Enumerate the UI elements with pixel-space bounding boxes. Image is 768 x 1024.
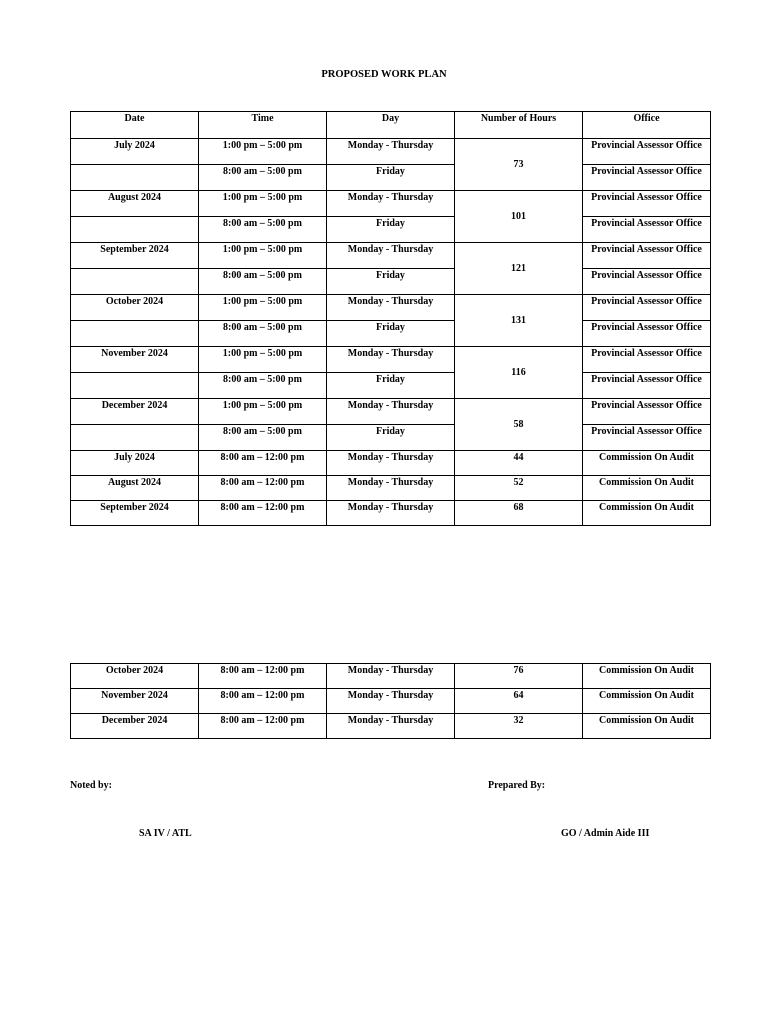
table-row — [71, 347, 711, 373]
date-cell: September 2024 — [71, 243, 199, 269]
day-cell: Monday - Thursday — [327, 399, 455, 425]
table-row — [71, 689, 711, 714]
hours-cell: 116 — [455, 347, 583, 399]
day-cell: Monday - Thursday — [327, 243, 455, 269]
date-cell: October 2024 — [71, 295, 199, 321]
day-cell: Friday — [327, 321, 455, 347]
date-cell-empty — [71, 165, 199, 191]
office-cell: Commission On Audit — [583, 664, 711, 689]
table-row — [71, 664, 711, 689]
noted-by-title: SA IV / ATL — [139, 828, 192, 839]
table-row — [71, 269, 711, 295]
day-cell: Monday - Thursday — [327, 476, 455, 501]
hours-cell: 76 — [455, 664, 583, 689]
hours-cell: 58 — [455, 399, 583, 451]
time-cell: 8:00 am – 5:00 pm — [199, 165, 327, 191]
office-cell: Commission On Audit — [583, 451, 711, 476]
hours-cell: 73 — [455, 139, 583, 191]
time-cell: 1:00 pm – 5:00 pm — [199, 347, 327, 373]
office-cell: Commission On Audit — [583, 476, 711, 501]
date-cell: August 2024 — [71, 476, 199, 501]
office-cell: Provincial Assessor Office — [583, 243, 711, 269]
table-row — [71, 451, 711, 476]
table-row — [71, 217, 711, 243]
hours-cell: 44 — [455, 451, 583, 476]
date-cell-empty — [71, 373, 199, 399]
table-row — [71, 399, 711, 425]
table-row — [71, 373, 711, 399]
day-cell: Monday - Thursday — [327, 451, 455, 476]
time-cell: 8:00 am – 5:00 pm — [199, 269, 327, 295]
date-cell: November 2024 — [71, 689, 199, 714]
day-cell: Monday - Thursday — [327, 689, 455, 714]
header-time: Time — [199, 112, 327, 139]
table-row — [71, 191, 711, 217]
hours-cell: 101 — [455, 191, 583, 243]
table-row — [71, 139, 711, 165]
day-cell: Friday — [327, 165, 455, 191]
time-cell: 1:00 pm – 5:00 pm — [199, 243, 327, 269]
table-row — [71, 501, 711, 526]
time-cell: 8:00 am – 12:00 pm — [199, 714, 327, 739]
time-cell: 8:00 am – 12:00 pm — [199, 501, 327, 526]
time-cell: 8:00 am – 12:00 pm — [199, 451, 327, 476]
time-cell: 8:00 am – 5:00 pm — [199, 425, 327, 451]
hours-cell: 121 — [455, 243, 583, 295]
office-cell: Provincial Assessor Office — [583, 373, 711, 399]
office-cell: Provincial Assessor Office — [583, 295, 711, 321]
work-plan-table — [70, 111, 711, 526]
prepared-by-label: Prepared By: — [488, 780, 546, 791]
day-cell: Friday — [327, 425, 455, 451]
date-cell: December 2024 — [71, 399, 199, 425]
hours-cell: 64 — [455, 689, 583, 714]
hours-cell: 52 — [455, 476, 583, 501]
day-cell: Monday - Thursday — [327, 714, 455, 739]
prepared-by-title: GO / Admin Aide III — [561, 828, 650, 839]
office-cell: Provincial Assessor Office — [583, 347, 711, 373]
date-cell: October 2024 — [71, 664, 199, 689]
office-cell: Provincial Assessor Office — [583, 399, 711, 425]
office-cell: Provincial Assessor Office — [583, 139, 711, 165]
time-cell: 1:00 pm – 5:00 pm — [199, 139, 327, 165]
office-cell: Commission On Audit — [583, 689, 711, 714]
office-cell: Provincial Assessor Office — [583, 425, 711, 451]
table-row — [71, 425, 711, 451]
date-cell-empty — [71, 321, 199, 347]
time-cell: 1:00 pm – 5:00 pm — [199, 399, 327, 425]
hours-cell: 131 — [455, 295, 583, 347]
date-cell: July 2024 — [71, 139, 199, 165]
noted-by-label: Noted by: — [70, 780, 112, 791]
date-cell: November 2024 — [71, 347, 199, 373]
date-cell-empty — [71, 269, 199, 295]
date-cell: September 2024 — [71, 501, 199, 526]
time-cell: 8:00 am – 5:00 pm — [199, 321, 327, 347]
table-row — [71, 714, 711, 739]
office-cell: Provincial Assessor Office — [583, 191, 711, 217]
day-cell: Monday - Thursday — [327, 501, 455, 526]
day-cell: Monday - Thursday — [327, 664, 455, 689]
day-cell: Friday — [327, 269, 455, 295]
table-row — [71, 295, 711, 321]
day-cell: Monday - Thursday — [327, 295, 455, 321]
date-cell: July 2024 — [71, 451, 199, 476]
office-cell: Provincial Assessor Office — [583, 321, 711, 347]
header-office: Office — [583, 112, 711, 139]
hours-cell: 32 — [455, 714, 583, 739]
table-header-row — [71, 112, 711, 139]
document-title: PROPOSED WORK PLAN — [321, 69, 447, 80]
date-cell: December 2024 — [71, 714, 199, 739]
table-row — [71, 165, 711, 191]
time-cell: 8:00 am – 12:00 pm — [199, 664, 327, 689]
table-row — [71, 321, 711, 347]
office-cell: Provincial Assessor Office — [583, 165, 711, 191]
office-cell: Commission On Audit — [583, 714, 711, 739]
day-cell: Monday - Thursday — [327, 191, 455, 217]
day-cell: Monday - Thursday — [327, 347, 455, 373]
time-cell: 8:00 am – 12:00 pm — [199, 476, 327, 501]
hours-cell: 68 — [455, 501, 583, 526]
time-cell: 8:00 am – 5:00 pm — [199, 217, 327, 243]
time-cell: 1:00 pm – 5:00 pm — [199, 295, 327, 321]
header-date: Date — [71, 112, 199, 139]
day-cell: Friday — [327, 217, 455, 243]
office-cell: Commission On Audit — [583, 501, 711, 526]
work-plan-table-continued — [70, 663, 711, 739]
time-cell: 8:00 am – 12:00 pm — [199, 689, 327, 714]
header-day: Day — [327, 112, 455, 139]
office-cell: Provincial Assessor Office — [583, 217, 711, 243]
date-cell: August 2024 — [71, 191, 199, 217]
table-row — [71, 476, 711, 501]
office-cell: Provincial Assessor Office — [583, 269, 711, 295]
day-cell: Monday - Thursday — [327, 139, 455, 165]
time-cell: 1:00 pm – 5:00 pm — [199, 191, 327, 217]
table-row — [71, 243, 711, 269]
time-cell: 8:00 am – 5:00 pm — [199, 373, 327, 399]
day-cell: Friday — [327, 373, 455, 399]
date-cell-empty — [71, 425, 199, 451]
header-hours: Number of Hours — [455, 112, 583, 139]
date-cell-empty — [71, 217, 199, 243]
